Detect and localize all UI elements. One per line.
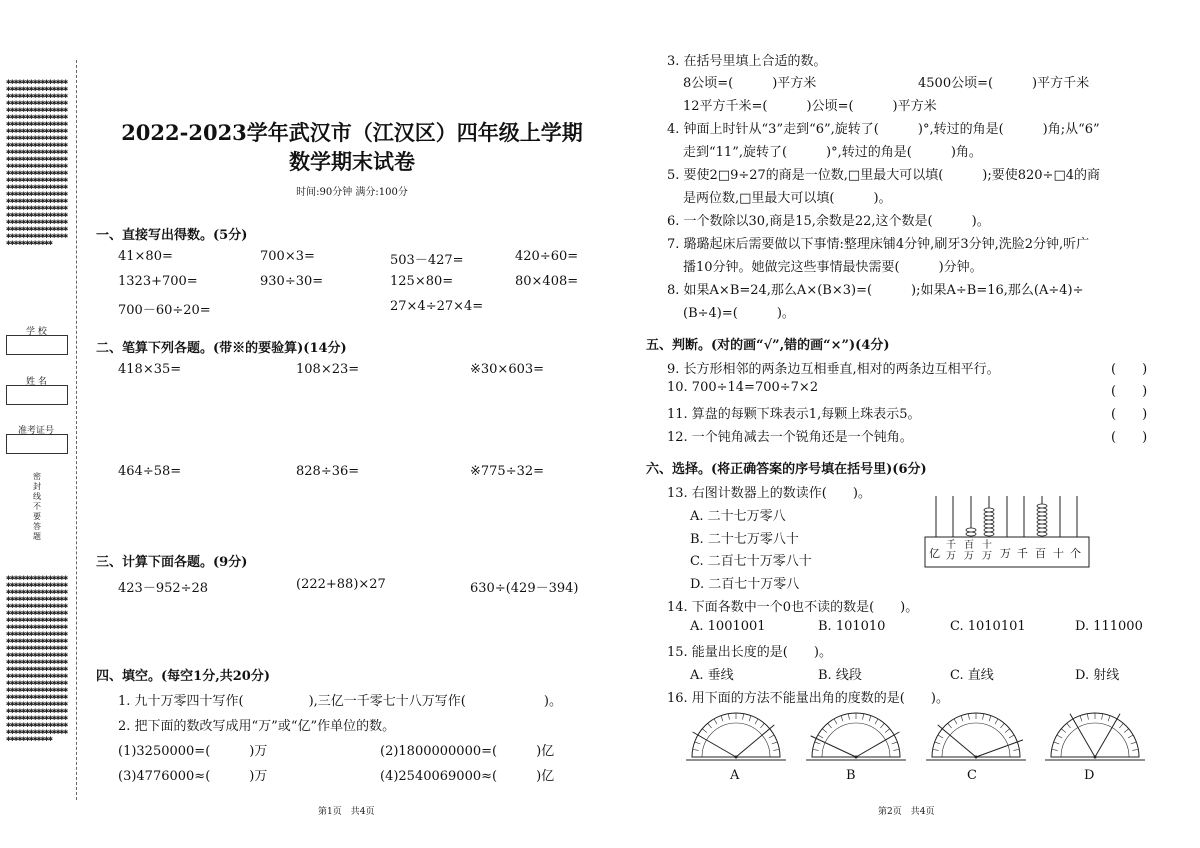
abacus-bead — [1037, 516, 1047, 520]
q14-option: D. 111000 — [1075, 619, 1143, 634]
q13-option: C. 二百七十万零八十 — [690, 554, 812, 569]
protractor-center — [975, 756, 978, 759]
binding-stripe-bottom: ✱✱✱✱✱✱✱✱✱✱✱✱✱✱✱✱✱✱✱✱✱✱✱✱✱✱✱✱✱✱✱✱✱✱✱✱✱✱✱✱✱✱✱✱✱✱✱✱✱✱✱✱✱✱✱✱✱✱✱✱✱✱✱✱✱✱✱✱✱✱✱✱✱✱✱✱✱✱✱✱✱✱✱✱✱✱✱✱✱✱✱✱✱✱✱✱✱✱✱✱✱✱✱✱✱✱✱✱✱✱✱✱✱✱✱✱✱✱✱✱✱✱✱✱✱✱✱✱✱✱✱✱✱✱✱✱✱✱✱✱✱✱✱✱✱✱✱✱✱✱✱✱✱✱✱✱✱✱✱✱✱✱✱✱✱✱✱✱✱✱✱✱✱✱✱✱✱✱✱✱✱✱✱✱✱✱✱✱✱✱✱✱✱✱✱✱✱✱✱✱✱✱✱✱✱✱✱✱✱✱✱✱✱✱✱✱✱✱✱✱✱✱✱✱✱✱✱✱✱✱✱✱✱✱✱✱✱✱✱✱✱✱✱✱✱✱✱✱✱✱✱✱✱✱✱✱✱✱✱✱✱✱✱✱✱✱✱✱✱✱✱✱✱✱✱✱✱✱✱✱✱✱✱✱✱✱✱✱✱✱✱✱✱✱✱✱✱✱✱✱✱✱✱✱✱✱✱✱✱✱✱✱✱✱✱✱✱✱✱✱✱✱✱✱✱✱✱✱✱✱✱✱✱✱✱✱✱✱✱✱✱✱✱✱✱✱✱✱✱✱✱✱✱✱✱✱✱✱✱✱✱✱✱✱✱✱✱✱✱✱✱✱✱✱✱✱✱✱✱✱ — [6, 574, 68, 743]
abacus-bead — [1037, 524, 1047, 528]
abacus-bead — [984, 528, 994, 532]
judge-paren[interactable]: ( ) — [1111, 362, 1148, 377]
binding-stripe-top: ✱✱✱✱✱✱✱✱✱✱✱✱✱✱✱✱✱✱✱✱✱✱✱✱✱✱✱✱✱✱✱✱✱✱✱✱✱✱✱✱✱✱✱✱✱✱✱✱✱✱✱✱✱✱✱✱✱✱✱✱✱✱✱✱✱✱✱✱✱✱✱✱✱✱✱✱✱✱✱✱✱✱✱✱✱✱✱✱✱✱✱✱✱✱✱✱✱✱✱✱✱✱✱✱✱✱✱✱✱✱✱✱✱✱✱✱✱✱✱✱✱✱✱✱✱✱✱✱✱✱✱✱✱✱✱✱✱✱✱✱✱✱✱✱✱✱✱✱✱✱✱✱✱✱✱✱✱✱✱✱✱✱✱✱✱✱✱✱✱✱✱✱✱✱✱✱✱✱✱✱✱✱✱✱✱✱✱✱✱✱✱✱✱✱✱✱✱✱✱✱✱✱✱✱✱✱✱✱✱✱✱✱✱✱✱✱✱✱✱✱✱✱✱✱✱✱✱✱✱✱✱✱✱✱✱✱✱✱✱✱✱✱✱✱✱✱✱✱✱✱✱✱✱✱✱✱✱✱✱✱✱✱✱✱✱✱✱✱✱✱✱✱✱✱✱✱✱✱✱✱✱✱✱✱✱✱✱✱✱✱✱✱✱✱✱✱✱✱✱✱✱✱✱✱✱✱✱✱✱✱✱✱✱✱✱✱✱✱✱✱✱✱✱✱✱✱✱✱✱✱✱✱✱✱✱✱✱✱✱✱✱✱✱✱✱✱✱✱✱✱✱✱✱✱✱✱✱✱✱✱✱✱✱✱✱✱✱✱✱✱✱✱✱✱✱✱✱✱✱✱ — [6, 78, 68, 247]
s4-q2-item: (1)3250000=( )万 — [118, 744, 268, 759]
s4-q2-item: (3)4776000≈( )万 — [118, 769, 268, 784]
protractor-arc — [812, 713, 900, 757]
section6-heading: 六、选择。(将正确答案的序号填在括号里)(6分) — [646, 462, 927, 477]
judge-item: 11. 算盘的每颗下珠表示1,每颗上珠表示5。 — [667, 407, 921, 422]
s1-item: 420÷60= — [515, 249, 579, 264]
abacus-label: 个 — [1070, 547, 1081, 560]
abacus-bead — [984, 520, 994, 524]
protractor-d — [1047, 705, 1143, 765]
protractor-b — [808, 705, 904, 765]
abacus-bead — [984, 516, 994, 520]
s1-item: 700×3= — [260, 249, 315, 264]
q15-option: B. 线段 — [818, 668, 862, 683]
abacus-bead — [966, 528, 976, 532]
q14-option: C. 1010101 — [950, 619, 1026, 634]
name-label: 姓 名 — [26, 377, 47, 387]
judge-item: 12. 一个钝角减去一个锐角还是一个钝角。 — [667, 430, 913, 445]
q5-line2: 是两位数,□里最大可以填( )。 — [683, 191, 892, 206]
judge-paren[interactable]: ( ) — [1111, 407, 1148, 422]
abacus-bead — [1037, 508, 1047, 512]
abacus-bead — [1037, 528, 1047, 532]
q14: 14. 下面各数中一个0也不读的数是( )。 — [667, 600, 919, 615]
protractor-c — [928, 705, 1024, 765]
s2-item: 828÷36= — [296, 464, 360, 479]
q16-option: D — [1084, 768, 1095, 783]
q16-option: A — [730, 768, 740, 783]
s3-item: 630÷(429－394) — [470, 581, 579, 596]
protractor-arc — [1051, 713, 1139, 757]
section1-heading: 一、直接写出得数。(5分) — [96, 228, 248, 243]
q15-option: A. 垂线 — [690, 668, 734, 683]
q14-option: B. 101010 — [818, 619, 886, 634]
q13-option: D. 二百七十万零八 — [690, 577, 800, 592]
protractor-a — [688, 705, 784, 765]
q13-option: A. 二十七万零八 — [690, 509, 786, 524]
judge-paren[interactable]: ( ) — [1111, 384, 1148, 399]
protractor-center — [855, 756, 858, 759]
s1-item: 503－427= — [390, 253, 464, 268]
section2-heading: 二、笔算下列各题。(带※的要验算)(14分) — [96, 341, 347, 356]
abacus-label: 百 — [1035, 547, 1046, 560]
name-field[interactable] — [6, 385, 68, 405]
q3-item: 12平方千米=( )公顷=( )平方米 — [683, 99, 937, 114]
q4-line2: 走到“11”,旋转了( )°,转过的角是( )角。 — [683, 145, 982, 160]
q3-item: 4500公顷=( )平方千米 — [918, 76, 1090, 91]
q6: 6. 一个数除以30,商是15,余数是22,这个数是( )。 — [667, 214, 990, 229]
s1-item: 930÷30= — [260, 274, 324, 289]
exam-subtitle: 时间:90分钟 满分:100分 — [296, 187, 408, 198]
q14-option: A. 1001001 — [690, 619, 766, 634]
exam-title-line1: 2022-2023学年武汉市（江汉区）四年级上学期 — [121, 120, 583, 145]
abacus-bead — [984, 524, 994, 528]
exam-title-line2: 数学期末试卷 — [289, 149, 415, 174]
id-field[interactable] — [6, 434, 68, 454]
q3-title: 3. 在括号里填上合适的数。 — [667, 54, 827, 69]
protractor-center — [735, 756, 738, 759]
protractor-arc — [932, 713, 1020, 757]
abacus-bead — [966, 532, 976, 536]
seal-notice: 密封线不要答题 — [33, 472, 41, 541]
judge-item: 10. 700÷14=700÷7×2 — [667, 380, 819, 395]
s1-item: 41×80= — [118, 249, 173, 264]
protractor-center — [1094, 756, 1097, 759]
s3-item: 423－952÷28 — [118, 581, 209, 596]
school-field[interactable] — [6, 335, 68, 355]
s3-item: (222+88)×27 — [296, 577, 386, 592]
q8-line2: (B÷4)=( )。 — [683, 306, 795, 321]
s2-item: 464÷58= — [118, 464, 182, 479]
s2-item: ※30×603= — [470, 362, 545, 377]
section3-heading: 三、计算下面各题。(9分) — [96, 555, 248, 570]
abacus-bead — [984, 512, 994, 516]
q15-option: D. 射线 — [1075, 668, 1120, 683]
abacus-label: 千 — [1017, 547, 1028, 560]
abacus-label: 十 — [1053, 547, 1064, 560]
q5-line1: 5. 要使2□9÷27的商是一位数,□里最大可以填( );要使820÷□4的商 — [667, 168, 1100, 183]
q8-line1: 8. 如果A×B=24,那么A×(B×3)=( );如果A÷B=16,那么(A÷4)÷ — [667, 283, 1084, 298]
s1-item: 80×408= — [515, 274, 579, 289]
q16-option: B — [846, 768, 856, 783]
q7-line2: 播10分钟。她做完这些事情最快需要( )分钟。 — [683, 260, 983, 275]
s2-item: 418×35= — [118, 362, 182, 377]
q13: 13. 右图计数器上的数读作( )。 — [667, 486, 871, 501]
abacus-bead — [984, 532, 994, 536]
judge-paren[interactable]: ( ) — [1111, 430, 1148, 445]
s1-item: 125×80= — [390, 274, 454, 289]
s4-q2-item: (4)2540069000≈( )亿 — [380, 769, 555, 784]
s2-item: 108×23= — [296, 362, 360, 377]
judge-item: 9. 长方形相邻的两条边互相垂直,相对的两条边互相平行。 — [667, 362, 1000, 377]
abacus-bead — [984, 508, 994, 512]
abacus-label: 十万 — [982, 540, 992, 562]
abacus-label: 百万 — [964, 540, 974, 562]
abacus-label: 千万 — [946, 540, 956, 562]
q16-option: C — [967, 768, 977, 783]
seal-line — [76, 60, 77, 800]
s4-q2-item: (2)1800000000=( )亿 — [380, 744, 555, 759]
page1-footer: 第1页 共4页 — [318, 807, 375, 817]
s1-item: 700－60÷20= — [118, 303, 211, 318]
s1-item: 1323+700= — [118, 274, 198, 289]
s4-q2: 2. 把下面的数改写成用“万”或“亿”作单位的数。 — [118, 719, 396, 734]
section5-heading: 五、判断。(对的画“√”,错的画“×”)(4分) — [646, 338, 890, 353]
q7-line1: 7. 璐璐起床后需要做以下事情:整理床铺4分钟,刷牙3分钟,洗脸2分钟,听广 — [667, 237, 1090, 252]
abacus-bead — [1037, 504, 1047, 508]
q4-line1: 4. 钟面上时针从“3”走到“6”,旋转了( )°,转过的角是( )角;从“6” — [667, 122, 1100, 137]
page2-footer: 第2页 共4页 — [878, 807, 935, 817]
protractor-arc — [692, 713, 780, 757]
q15-option: C. 直线 — [950, 668, 994, 683]
q16: 16. 用下面的方法不能量出角的度数的是( )。 — [667, 691, 949, 706]
section4-heading: 四、填空。(每空1分,共20分) — [96, 669, 270, 684]
id-label: 准考证号 — [18, 426, 55, 436]
abacus-bead — [1037, 532, 1047, 536]
school-label: 学 校 — [26, 327, 47, 337]
abacus-label: 万 — [1000, 547, 1011, 560]
s4-q1: 1. 九十万零四十写作( ),三亿一千零七十八万写作( )。 — [118, 694, 562, 709]
q3-item: 8公顷=( )平方米 — [683, 76, 817, 91]
abacus-label: 亿 — [929, 547, 940, 560]
s2-item: ※775÷32= — [470, 464, 545, 479]
s1-item: 27×4÷27×4= — [390, 299, 484, 314]
abacus-bead — [1037, 512, 1047, 516]
abacus-bead — [1037, 520, 1047, 524]
q15: 15. 能量出长度的是( )。 — [667, 645, 832, 660]
q13-option: B. 二十七万零八十 — [690, 532, 799, 547]
